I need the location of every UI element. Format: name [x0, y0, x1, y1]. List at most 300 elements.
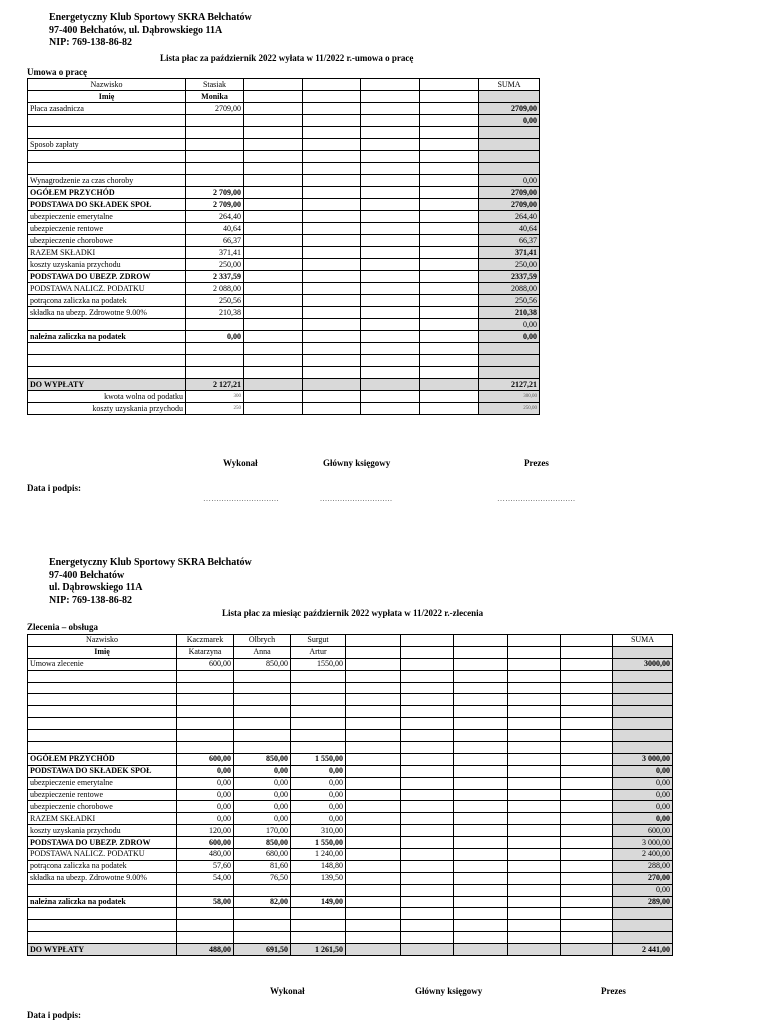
row-label: [28, 670, 177, 682]
empty-cell: [244, 403, 303, 415]
doc1-sign-line-3: …............................: [497, 494, 576, 503]
row-value: [177, 718, 234, 730]
doc2-company-header: [49, 557, 252, 607]
row-value: [186, 127, 244, 139]
row-sum: [613, 932, 673, 944]
table-row: [28, 103, 540, 115]
row-value: [177, 694, 234, 706]
empty-cell: [303, 151, 361, 163]
row-value: [186, 115, 244, 127]
empty-cell: [303, 103, 361, 115]
empty-cell: [454, 718, 508, 730]
empty-cell: [346, 706, 401, 718]
empty-cell: [420, 187, 479, 199]
extra-row: [28, 403, 540, 415]
row-value: 264,40: [186, 211, 244, 223]
empty-cell: [508, 718, 561, 730]
payout-value: 1 261,50: [291, 944, 346, 956]
row-value: [291, 694, 346, 706]
payout-value: 691,50: [234, 944, 291, 956]
empty-cell: [244, 163, 303, 175]
table-row: [28, 199, 540, 211]
empty-cell: [420, 307, 479, 319]
empty-cell: [346, 777, 401, 789]
table-row: [28, 283, 540, 295]
empty-cell: [401, 718, 454, 730]
empty-cell: [508, 742, 561, 754]
row-value: 0,00: [177, 789, 234, 801]
row-sum: 0,00: [479, 115, 540, 127]
row-sum: [613, 682, 673, 694]
table-row: [28, 920, 673, 932]
empty-cell: [454, 706, 508, 718]
col-suma: SUMA: [479, 79, 540, 91]
empty-cell: [454, 825, 508, 837]
doc1-company-header: [49, 12, 252, 50]
empty-cell: [454, 658, 508, 670]
table-row: [28, 753, 673, 765]
empty-cell: [361, 367, 420, 379]
empty-cell: [508, 765, 561, 777]
empty-cell: [561, 765, 613, 777]
row-label: OGÓŁEM PRZYCHÓD: [28, 753, 177, 765]
empty-cell: [401, 730, 454, 742]
empty-cell: [561, 658, 613, 670]
empty-cell: [508, 896, 561, 908]
table-row: [28, 730, 673, 742]
empty-cell: [244, 235, 303, 247]
empty-cell: [454, 801, 508, 813]
empty-cell: [420, 223, 479, 235]
empty-cell: [401, 789, 454, 801]
col-imie: Imię: [28, 646, 177, 658]
empty-cell: [303, 115, 361, 127]
doc2-header-row-2: [28, 646, 673, 658]
table-row: [28, 896, 673, 908]
doc1-title: Lista płac za październik 2022 wyłata w 11/2022 r.-umowa o pracę: [160, 53, 414, 63]
empty-cell: [244, 139, 303, 151]
empty-cell: [346, 920, 401, 932]
row-value: 148,80: [291, 860, 346, 872]
row-value: 81,60: [234, 860, 291, 872]
empty-cell: [454, 884, 508, 896]
row-sum: 250,00: [479, 259, 540, 271]
empty-cell: [303, 295, 361, 307]
row-value: [291, 884, 346, 896]
empty-cell: [401, 920, 454, 932]
row-value: [177, 920, 234, 932]
empty-cell: [361, 343, 420, 355]
row-sum: [613, 920, 673, 932]
empty-cell: [361, 211, 420, 223]
empty-cell: [454, 920, 508, 932]
table-row: [28, 211, 540, 223]
row-label: [28, 151, 186, 163]
doc1-sig-wykonal: Wykonał: [223, 458, 258, 468]
empty-cell: [401, 849, 454, 861]
row-label: ubezpieczenie rentowe: [28, 223, 186, 235]
empty-cell: [244, 259, 303, 271]
row-value: [177, 884, 234, 896]
row-value: 1 240,00: [291, 849, 346, 861]
row-value: [234, 718, 291, 730]
row-value: [177, 908, 234, 920]
row-label: [28, 932, 177, 944]
row-value: [291, 908, 346, 920]
table-row: [28, 151, 540, 163]
empty-cell: [561, 884, 613, 896]
empty-cell: [420, 391, 479, 403]
row-value: [186, 367, 244, 379]
row-sum: 0,00: [479, 331, 540, 343]
row-label: należna zaliczka na podatek: [28, 896, 177, 908]
empty-cell: [346, 658, 401, 670]
row-sum: 0,00: [479, 319, 540, 331]
empty-cell: [244, 295, 303, 307]
table-row: [28, 765, 673, 777]
row-value: 170,00: [234, 825, 291, 837]
empty-cell: [401, 765, 454, 777]
row-value: [177, 670, 234, 682]
row-sum: 2709,00: [479, 187, 540, 199]
row-sum: 250,56: [479, 295, 540, 307]
empty-cell: [303, 343, 361, 355]
row-sum: 600,00: [613, 825, 673, 837]
empty-cell: [420, 199, 479, 211]
empty-cell: [420, 319, 479, 331]
empty-cell: [303, 175, 361, 187]
row-value: [177, 706, 234, 718]
row-label: potrącona zaliczka na podatek: [28, 860, 177, 872]
empty-cell: [401, 658, 454, 670]
table-row: [28, 813, 673, 825]
empty-cell: [454, 694, 508, 706]
table-row: [28, 307, 540, 319]
empty-cell: [346, 801, 401, 813]
row-sum: 3000,00: [613, 658, 673, 670]
employee-surname: Stasiak: [186, 79, 244, 91]
empty-cell: [561, 777, 613, 789]
person-surname: Olbrych: [234, 635, 291, 647]
table-row: [28, 718, 673, 730]
empty-cell: [401, 896, 454, 908]
table-row: [28, 670, 673, 682]
table-row: [28, 319, 540, 331]
empty-cell: [454, 777, 508, 789]
row-value: 600,00: [177, 753, 234, 765]
table-row: [28, 235, 540, 247]
row-label: RAZEM SKŁADKI: [28, 813, 177, 825]
col-nazwisko: Nazwisko: [28, 79, 186, 91]
empty-cell: [508, 825, 561, 837]
row-sum: [613, 706, 673, 718]
empty-cell: [420, 295, 479, 307]
empty-cell: [361, 355, 420, 367]
empty-cell: [303, 139, 361, 151]
row-label: ubezpieczenie chorobowe: [28, 801, 177, 813]
row-value: 58,00: [177, 896, 234, 908]
row-value: 850,00: [234, 658, 291, 670]
row-sum: [613, 694, 673, 706]
row-value: 66,37: [186, 235, 244, 247]
row-sum: 0,00: [613, 765, 673, 777]
row-value: [291, 920, 346, 932]
row-value: 82,00: [234, 896, 291, 908]
table-row: [28, 837, 673, 849]
payout-row: [28, 944, 673, 956]
row-value: [291, 730, 346, 742]
extra-sum: 300,00: [479, 391, 540, 403]
table-row: [28, 908, 673, 920]
payout-sum: 2127,21: [479, 379, 540, 391]
doc2-sig-prezes: Prezes: [601, 986, 626, 996]
row-value: 480,00: [177, 849, 234, 861]
empty-cell: [561, 718, 613, 730]
table-row: [28, 187, 540, 199]
empty-cell: [244, 391, 303, 403]
empty-cell: [244, 151, 303, 163]
empty-cell: [401, 777, 454, 789]
table-row: [28, 139, 540, 151]
table-row: [28, 789, 673, 801]
empty-cell: [303, 355, 361, 367]
row-value: 54,00: [177, 872, 234, 884]
empty-cell: [508, 837, 561, 849]
empty-cell: [401, 884, 454, 896]
doc1-header-row: [28, 79, 540, 91]
empty-cell: [361, 175, 420, 187]
doc2-date-sign: Data i podpis:: [27, 1010, 82, 1020]
empty-cell: [361, 103, 420, 115]
empty-cell: [244, 199, 303, 211]
row-label: ubezpieczenie rentowe: [28, 789, 177, 801]
table-row: [28, 801, 673, 813]
row-sum: 66,37: [479, 235, 540, 247]
empty-cell: [361, 187, 420, 199]
empty-cell: [244, 103, 303, 115]
empty-cell: [454, 860, 508, 872]
empty-cell: [561, 825, 613, 837]
row-sum: 2 400,00: [613, 849, 673, 861]
empty-cell: [346, 872, 401, 884]
empty-cell: [346, 730, 401, 742]
row-label: [28, 355, 186, 367]
table-row: [28, 682, 673, 694]
row-sum: 3 000,00: [613, 837, 673, 849]
empty-cell: [303, 187, 361, 199]
empty-cell: [561, 801, 613, 813]
empty-cell: [420, 151, 479, 163]
empty-cell: [508, 658, 561, 670]
empty-cell: [346, 694, 401, 706]
row-value: 0,00: [177, 813, 234, 825]
empty-cell: [561, 896, 613, 908]
empty-cell: [361, 199, 420, 211]
person-first-name: Katarzyna: [177, 646, 234, 658]
row-label: [28, 706, 177, 718]
empty-cell: [361, 139, 420, 151]
empty-cell: [420, 211, 479, 223]
empty-cell: [346, 932, 401, 944]
doc1-header-row-2: [28, 91, 540, 103]
row-value: 0,00: [177, 765, 234, 777]
empty-cell: [346, 884, 401, 896]
row-sum: [613, 742, 673, 754]
empty-cell: [346, 765, 401, 777]
empty-cell: [420, 163, 479, 175]
empty-cell: [244, 211, 303, 223]
row-value: 1 550,00: [291, 753, 346, 765]
empty-cell: [346, 682, 401, 694]
row-sum: 3 000,00: [613, 753, 673, 765]
empty-cell: [561, 706, 613, 718]
table-row: [28, 825, 673, 837]
empty-cell: [244, 223, 303, 235]
empty-cell: [454, 813, 508, 825]
empty-cell: [561, 742, 613, 754]
doc2-title: Lista płac za miesiąc październik 2022 wypłata w 11/2022 r.-zlecenia: [222, 608, 484, 618]
table-row: [28, 115, 540, 127]
row-value: [186, 343, 244, 355]
empty-cell: [346, 742, 401, 754]
empty-cell: [401, 682, 454, 694]
row-label: [28, 319, 186, 331]
employee-first-name: Monika: [186, 91, 244, 103]
doc1-company-name: Energetyczny Klub Sportowy SKRA Bełchatów: [49, 12, 252, 23]
row-label: [28, 682, 177, 694]
empty-cell: [361, 163, 420, 175]
row-value: 120,00: [177, 825, 234, 837]
row-value: 371,41: [186, 247, 244, 259]
empty-cell: [508, 944, 561, 956]
row-value: 0,00: [177, 801, 234, 813]
row-value: [234, 932, 291, 944]
col-suma: SUMA: [613, 635, 673, 647]
table-row: [28, 658, 673, 670]
person-first-name: Artur: [291, 646, 346, 658]
doc1-sign-line-2: .............................: [320, 494, 393, 503]
extra-label: kwota wolna od podatku: [28, 391, 186, 403]
row-value: 149,00: [291, 896, 346, 908]
row-value: 2 337,59: [186, 271, 244, 283]
empty-cell: [561, 944, 613, 956]
empty-cell: [401, 813, 454, 825]
empty-cell: [401, 825, 454, 837]
empty-cell: [244, 283, 303, 295]
empty-cell: [346, 896, 401, 908]
empty-cell: [420, 283, 479, 295]
empty-cell: [303, 331, 361, 343]
row-value: [234, 706, 291, 718]
row-label: PODSTAWA DO UBEZP. ZDROW: [28, 837, 177, 849]
empty-cell: [561, 932, 613, 944]
empty-cell: [346, 718, 401, 730]
empty-cell: [401, 872, 454, 884]
row-value: [186, 175, 244, 187]
empty-cell: [303, 271, 361, 283]
empty-cell: [346, 670, 401, 682]
row-label: koszty uzyskania przychodu: [28, 825, 177, 837]
row-label: [28, 115, 186, 127]
empty-cell: [244, 115, 303, 127]
empty-cell: [303, 199, 361, 211]
empty-cell: [244, 355, 303, 367]
empty-cell: [401, 742, 454, 754]
row-value: 0,00: [234, 765, 291, 777]
table-row: [28, 860, 673, 872]
row-sum: 289,00: [613, 896, 673, 908]
empty-cell: [420, 139, 479, 151]
row-value: [186, 139, 244, 151]
empty-cell: [244, 247, 303, 259]
row-label: PODSTAWA NALICZ. PODATKU: [28, 283, 186, 295]
row-value: 250,00: [186, 259, 244, 271]
empty-cell: [361, 115, 420, 127]
empty-cell: [244, 319, 303, 331]
empty-cell: [303, 307, 361, 319]
row-value: 600,00: [177, 658, 234, 670]
row-label: ubezpieczenie emerytalne: [28, 777, 177, 789]
empty-cell: [244, 331, 303, 343]
row-sum: 40,64: [479, 223, 540, 235]
row-sum: 288,00: [613, 860, 673, 872]
doc2-company-street: ul. Dąbrowskiego 11A: [49, 582, 143, 593]
empty-cell: [508, 730, 561, 742]
empty-cell: [508, 694, 561, 706]
table-row: [28, 367, 540, 379]
table-row: [28, 163, 540, 175]
empty-cell: [361, 223, 420, 235]
empty-cell: [303, 319, 361, 331]
row-label: [28, 163, 186, 175]
empty-cell: [401, 753, 454, 765]
payout-label: DO WYPŁATY: [28, 944, 177, 956]
empty-cell: [561, 872, 613, 884]
row-value: [234, 694, 291, 706]
empty-cell: [361, 379, 420, 391]
empty-cell: [420, 127, 479, 139]
row-sum: [479, 163, 540, 175]
empty-cell: [454, 849, 508, 861]
empty-cell: [244, 175, 303, 187]
row-value: 57,60: [177, 860, 234, 872]
extra-value: 300: [186, 391, 244, 403]
table-row: [28, 343, 540, 355]
row-sum: [479, 151, 540, 163]
empty-cell: [508, 670, 561, 682]
empty-cell: [561, 730, 613, 742]
row-label: [28, 694, 177, 706]
row-value: 139,50: [291, 872, 346, 884]
empty-cell: [561, 837, 613, 849]
empty-cell: [401, 670, 454, 682]
row-value: 0,00: [291, 777, 346, 789]
extra-value: 250: [186, 403, 244, 415]
row-value: [234, 742, 291, 754]
row-value: 0,00: [291, 789, 346, 801]
row-value: 310,00: [291, 825, 346, 837]
doc2-section-label: Zlecenia – obsługa: [27, 622, 99, 632]
empty-cell: [420, 343, 479, 355]
empty-cell: [346, 825, 401, 837]
extra-row: [28, 391, 540, 403]
doc1-date-sign: Data i podpis:: [27, 483, 82, 493]
row-value: 2 709,00: [186, 187, 244, 199]
person-surname: Surgut: [291, 635, 346, 647]
empty-cell: [361, 307, 420, 319]
row-sum: 371,41: [479, 247, 540, 259]
empty-cell: [508, 777, 561, 789]
